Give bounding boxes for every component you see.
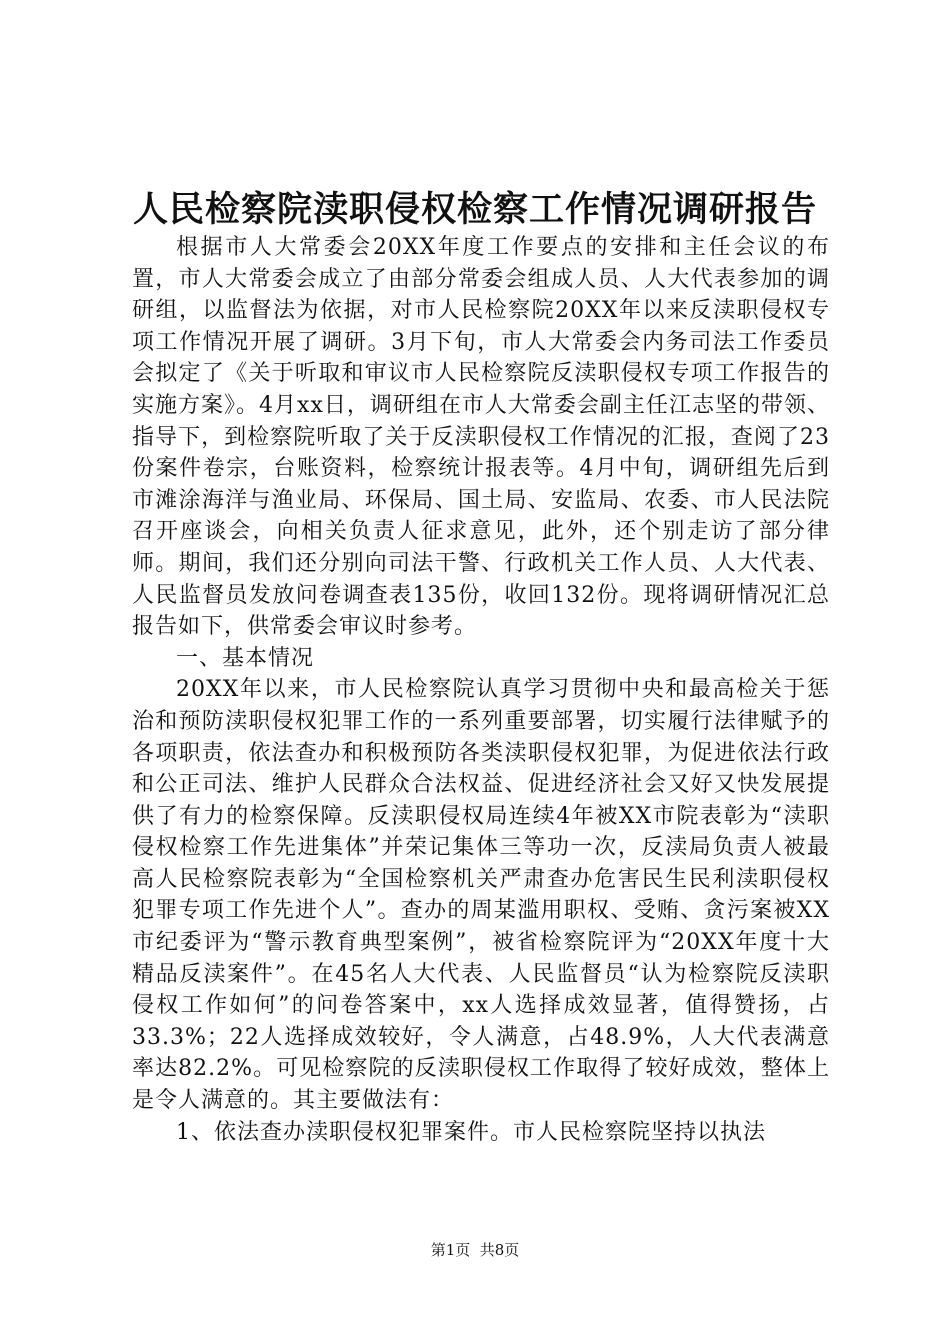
paragraph-basic-situation: 20XX年以来，市人民检察院认真学习贯彻中央和最高检关于惩治和预防渎职侵权犯罪工作的一系列重要部署，切实履行法律赋予的各项职责，依法查办和积极预防各类渎职侵权犯罪，为促进依法行政和公正司法、维护人民群众合法权益、促进经济社会又好又快发展提供了有力的检察保障。反渎职侵权局连续4年被XX市院表彰为“渎职侵权检察工作先进集体”并荣记集体三等功一次，反渎局负责人被最高人民检察院表彰为“全国检察机关严肃查办危害民生民利渎职侵权犯罪专项工作先进个人”。查办的周某滥用职权、受贿、贪污案被XX市纪委评为“警示教育典型案例”，被省检察院评为“20XX年度十大精品反渎案件”。在45名人大代表、人民监督员“认为检察院反渎职侵权工作如何”的问卷答案中，xx人选择成效显著，值得赞扬，占33.3%；22人选择成效较好，令人满意，占48.9%，人大代表满意率达82.2%。可见检察院的反渎职侵权工作取得了较好成效，整体上是令人满意的。其主要做法有： <box>132 677 830 1114</box>
paragraph-item-1: 1、依法查办渎职侵权犯罪案件。市人民检察院坚持以执法 <box>176 1119 766 1145</box>
document-title: 人民检察院渎职侵权检察工作情况调研报告 <box>132 189 817 230</box>
section-heading-basic-situation: 一、基本情况 <box>176 645 315 671</box>
page-number-footer: 第1页 共8页 <box>430 1241 520 1259</box>
document-body <box>132 232 830 1148</box>
paragraph-intro: 根据市人大常委会20XX年度工作要点的安排和主任会议的布置，市人大常委会成立了由部分常委会组成人员、人大代表参加的调研组，以监督法为依据，对市人民检察院20XX年以来反渎职侵权专项工作情况开展了调研。3月下旬，市人大常委会内务司法工作委员会拟定了《关于听取和审议市人民检察院反渎职侵权专项工作报告的实施方案》。4月xx日，调研组在市人大常委会副主任江志坚的带领、指导下，到检察院听取了关于反渎职侵权工作情况的汇报，查阅了23份案件卷宗，台账资料，检察统计报表等。4月中旬，调研组先后到市滩涂海洋与渔业局、环保局、国土局、安监局、农委、市人民法院召开座谈会，向相关负责人征求意见，此外，还个别走访了部分律师。期间，我们还分别向司法干警、行政机关工作人员、人大代表、人民监督员发放问卷调查表135份，收回132份。现将调研情况汇总报告如下，供常委会审议时参考。 <box>132 235 830 640</box>
